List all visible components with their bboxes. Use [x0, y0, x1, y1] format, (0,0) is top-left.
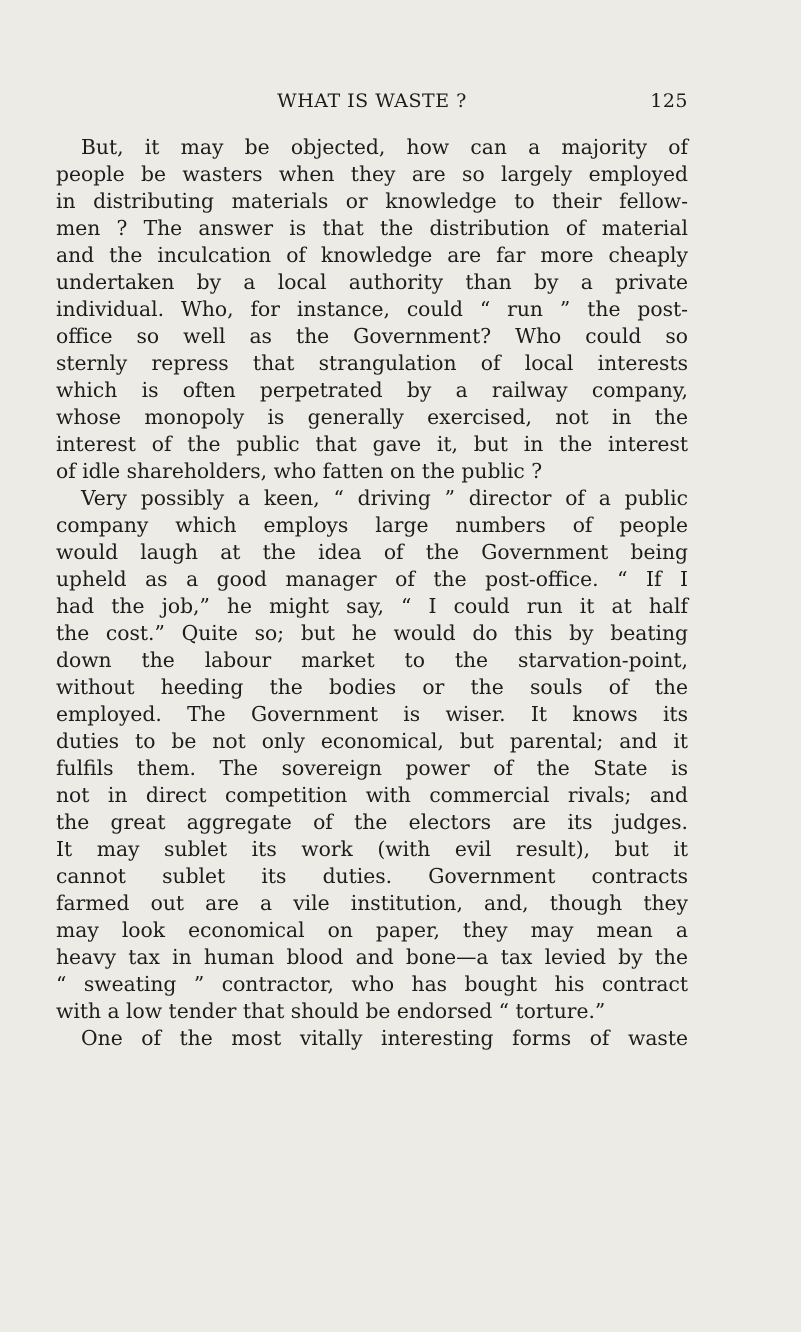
text-line: without heeding the bodies or the souls of the [56, 675, 688, 699]
text-line: the cost.” Quite so; but he would do this by beating [56, 621, 688, 645]
text-line: would laugh at the idea of the Government being [56, 540, 688, 564]
text-line: office so well as the Government? Who could so [56, 324, 688, 348]
text-line: individual. Who, for instance, could “ run ” the post- [56, 297, 688, 321]
text-line: which is often perpetrated by a railway company, [56, 378, 688, 402]
text-line: people be wasters when they are so largely employed [56, 162, 688, 186]
text-line: interest of the public that gave it, but in the interest [56, 432, 688, 456]
text-line: men ? The answer is that the distribution of material [56, 216, 688, 240]
text-line: “ sweating ” contractor, who has bought his contract [56, 972, 688, 996]
text-line: the great aggregate of the electors are its judges. [56, 810, 688, 834]
text-line: company which employs large numbers of people [56, 513, 688, 537]
page-number: 125 [650, 90, 688, 112]
text-line: had the job,” he might say, “ I could run it at half [56, 594, 688, 618]
text-line: in distributing materials or knowledge to their fellow- [56, 189, 688, 213]
text-line: may look economical on paper, they may mean a [56, 918, 688, 942]
text-line: with a low tender that should be endorsed “ torture.” [56, 999, 606, 1023]
text-line: sternly repress that strangulation of local interests [56, 351, 688, 375]
text-line: duties to be not only economical, but parental; and it [56, 729, 688, 753]
text-line: fulfils them. The sovereign power of the State is [56, 756, 688, 780]
text-line: of idle shareholders, who fatten on the public ? [56, 459, 543, 483]
text-line: not in direct competition with commercial rivals; and [56, 783, 688, 807]
text-line: whose monopoly is generally exercised, not in the [56, 405, 688, 429]
running-head-title: WHAT IS WASTE ? [277, 90, 467, 112]
text-line: down the labour market to the starvation-point, [56, 648, 688, 672]
text-line: upheld as a good manager of the post-office. “ If I [56, 567, 688, 591]
running-head [56, 90, 688, 116]
text-line: But, it may be objected, how can a majority of [81, 135, 688, 159]
body-text [56, 134, 688, 1052]
text-line: undertaken by a local authority than by a private [56, 270, 688, 294]
text-line: Very possibly a keen, “ driving ” director of a public [81, 486, 688, 510]
text-line: cannot sublet its duties. Government contracts [56, 864, 688, 888]
text-line: heavy tax in human blood and bone—a tax levied by the [56, 945, 688, 969]
text-line: It may sublet its work (with evil result), but it [56, 837, 688, 861]
text-line: employed. The Government is wiser. It knows its [56, 702, 688, 726]
text-line: One of the most vitally interesting forms of waste [81, 1026, 688, 1050]
text-line: and the inculcation of knowledge are far more cheaply [56, 243, 688, 267]
text-line: farmed out are a vile institution, and, though they [56, 891, 688, 915]
